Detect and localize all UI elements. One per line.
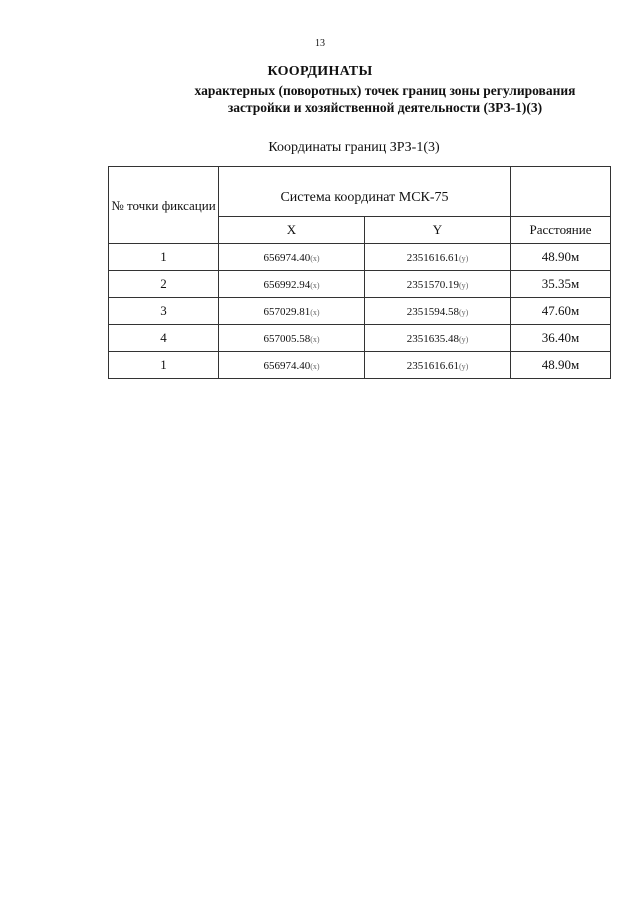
x-value: 656992.94 <box>263 279 311 291</box>
header-system-cell <box>219 167 511 217</box>
y-suffix: (y) <box>458 335 469 344</box>
table-row <box>109 352 611 379</box>
coordinates-table <box>108 166 611 379</box>
x-suffix: (x) <box>310 281 320 290</box>
distance-cell <box>511 271 611 298</box>
y-cell <box>365 352 511 379</box>
table-row <box>109 298 611 325</box>
point-cell: 2 <box>109 271 219 298</box>
x-suffix: (x) <box>310 254 320 263</box>
table-row <box>109 271 611 298</box>
header-empty-cell <box>511 167 611 217</box>
point-cell: 4 <box>109 325 219 352</box>
distance-value: 47.60м <box>541 303 580 318</box>
x-value: 656974.40 <box>263 252 311 264</box>
subtitle-line-1: характерных (поворотных) точек границ зоны регулирования <box>194 83 576 98</box>
document-subtitle <box>90 82 640 116</box>
point-cell: 1 <box>109 352 219 379</box>
x-cell <box>219 325 365 352</box>
x-suffix: (x) <box>310 335 320 344</box>
header-distance-label: Расстояние <box>529 222 592 237</box>
distance-value: 35.35м <box>541 276 580 291</box>
x-value: 657005.58 <box>263 333 311 345</box>
header-y-label: Y <box>432 222 443 237</box>
x-value: 656974.40 <box>263 360 311 372</box>
x-suffix: (x) <box>310 308 320 317</box>
y-value: 2351616.61 <box>406 360 459 372</box>
point-cell: 3 <box>109 298 219 325</box>
header-point-label: № точки фиксации <box>111 197 216 213</box>
header-system-label: Система координат МСК-75 <box>280 189 449 205</box>
x-value: 657029.81 <box>263 306 311 318</box>
y-suffix: (y) <box>458 254 469 263</box>
distance-cell <box>511 352 611 379</box>
y-value: 2351570.19 <box>406 279 459 291</box>
distance-cell <box>511 298 611 325</box>
point-cell: 1 <box>109 244 219 271</box>
y-value: 2351594.58 <box>406 306 459 318</box>
table-caption: Координаты границ ЗРЗ-1(3) <box>268 140 440 155</box>
x-suffix: (x) <box>310 362 320 371</box>
distance-cell <box>511 325 611 352</box>
subtitle-line-2: застройки и хозяйственной деятельности (ЗРЗ-1)(3) <box>227 100 543 115</box>
table-row <box>109 325 611 352</box>
y-value: 2351635.48 <box>406 333 459 345</box>
table-row <box>109 244 611 271</box>
y-cell <box>365 298 511 325</box>
table-header-row-1 <box>109 167 611 217</box>
x-cell <box>219 271 365 298</box>
distance-cell <box>511 244 611 271</box>
distance-value: 48.90м <box>541 357 580 372</box>
y-suffix: (y) <box>458 281 469 290</box>
y-cell <box>365 244 511 271</box>
x-cell <box>219 298 365 325</box>
y-suffix: (y) <box>458 308 469 317</box>
y-value: 2351616.61 <box>406 252 459 264</box>
header-x-cell <box>219 217 365 244</box>
header-y-cell <box>365 217 511 244</box>
y-suffix: (y) <box>458 362 469 371</box>
x-cell <box>219 244 365 271</box>
document-title: КООРДИНАТЫ <box>267 64 373 79</box>
header-x-label: X <box>286 222 297 237</box>
header-distance-cell <box>511 217 611 244</box>
distance-value: 36.40м <box>541 330 580 345</box>
header-point-cell <box>109 167 219 244</box>
x-cell <box>219 352 365 379</box>
page-number: 13 <box>315 38 325 49</box>
y-cell <box>365 325 511 352</box>
y-cell <box>365 271 511 298</box>
distance-value: 48.90м <box>541 249 580 264</box>
